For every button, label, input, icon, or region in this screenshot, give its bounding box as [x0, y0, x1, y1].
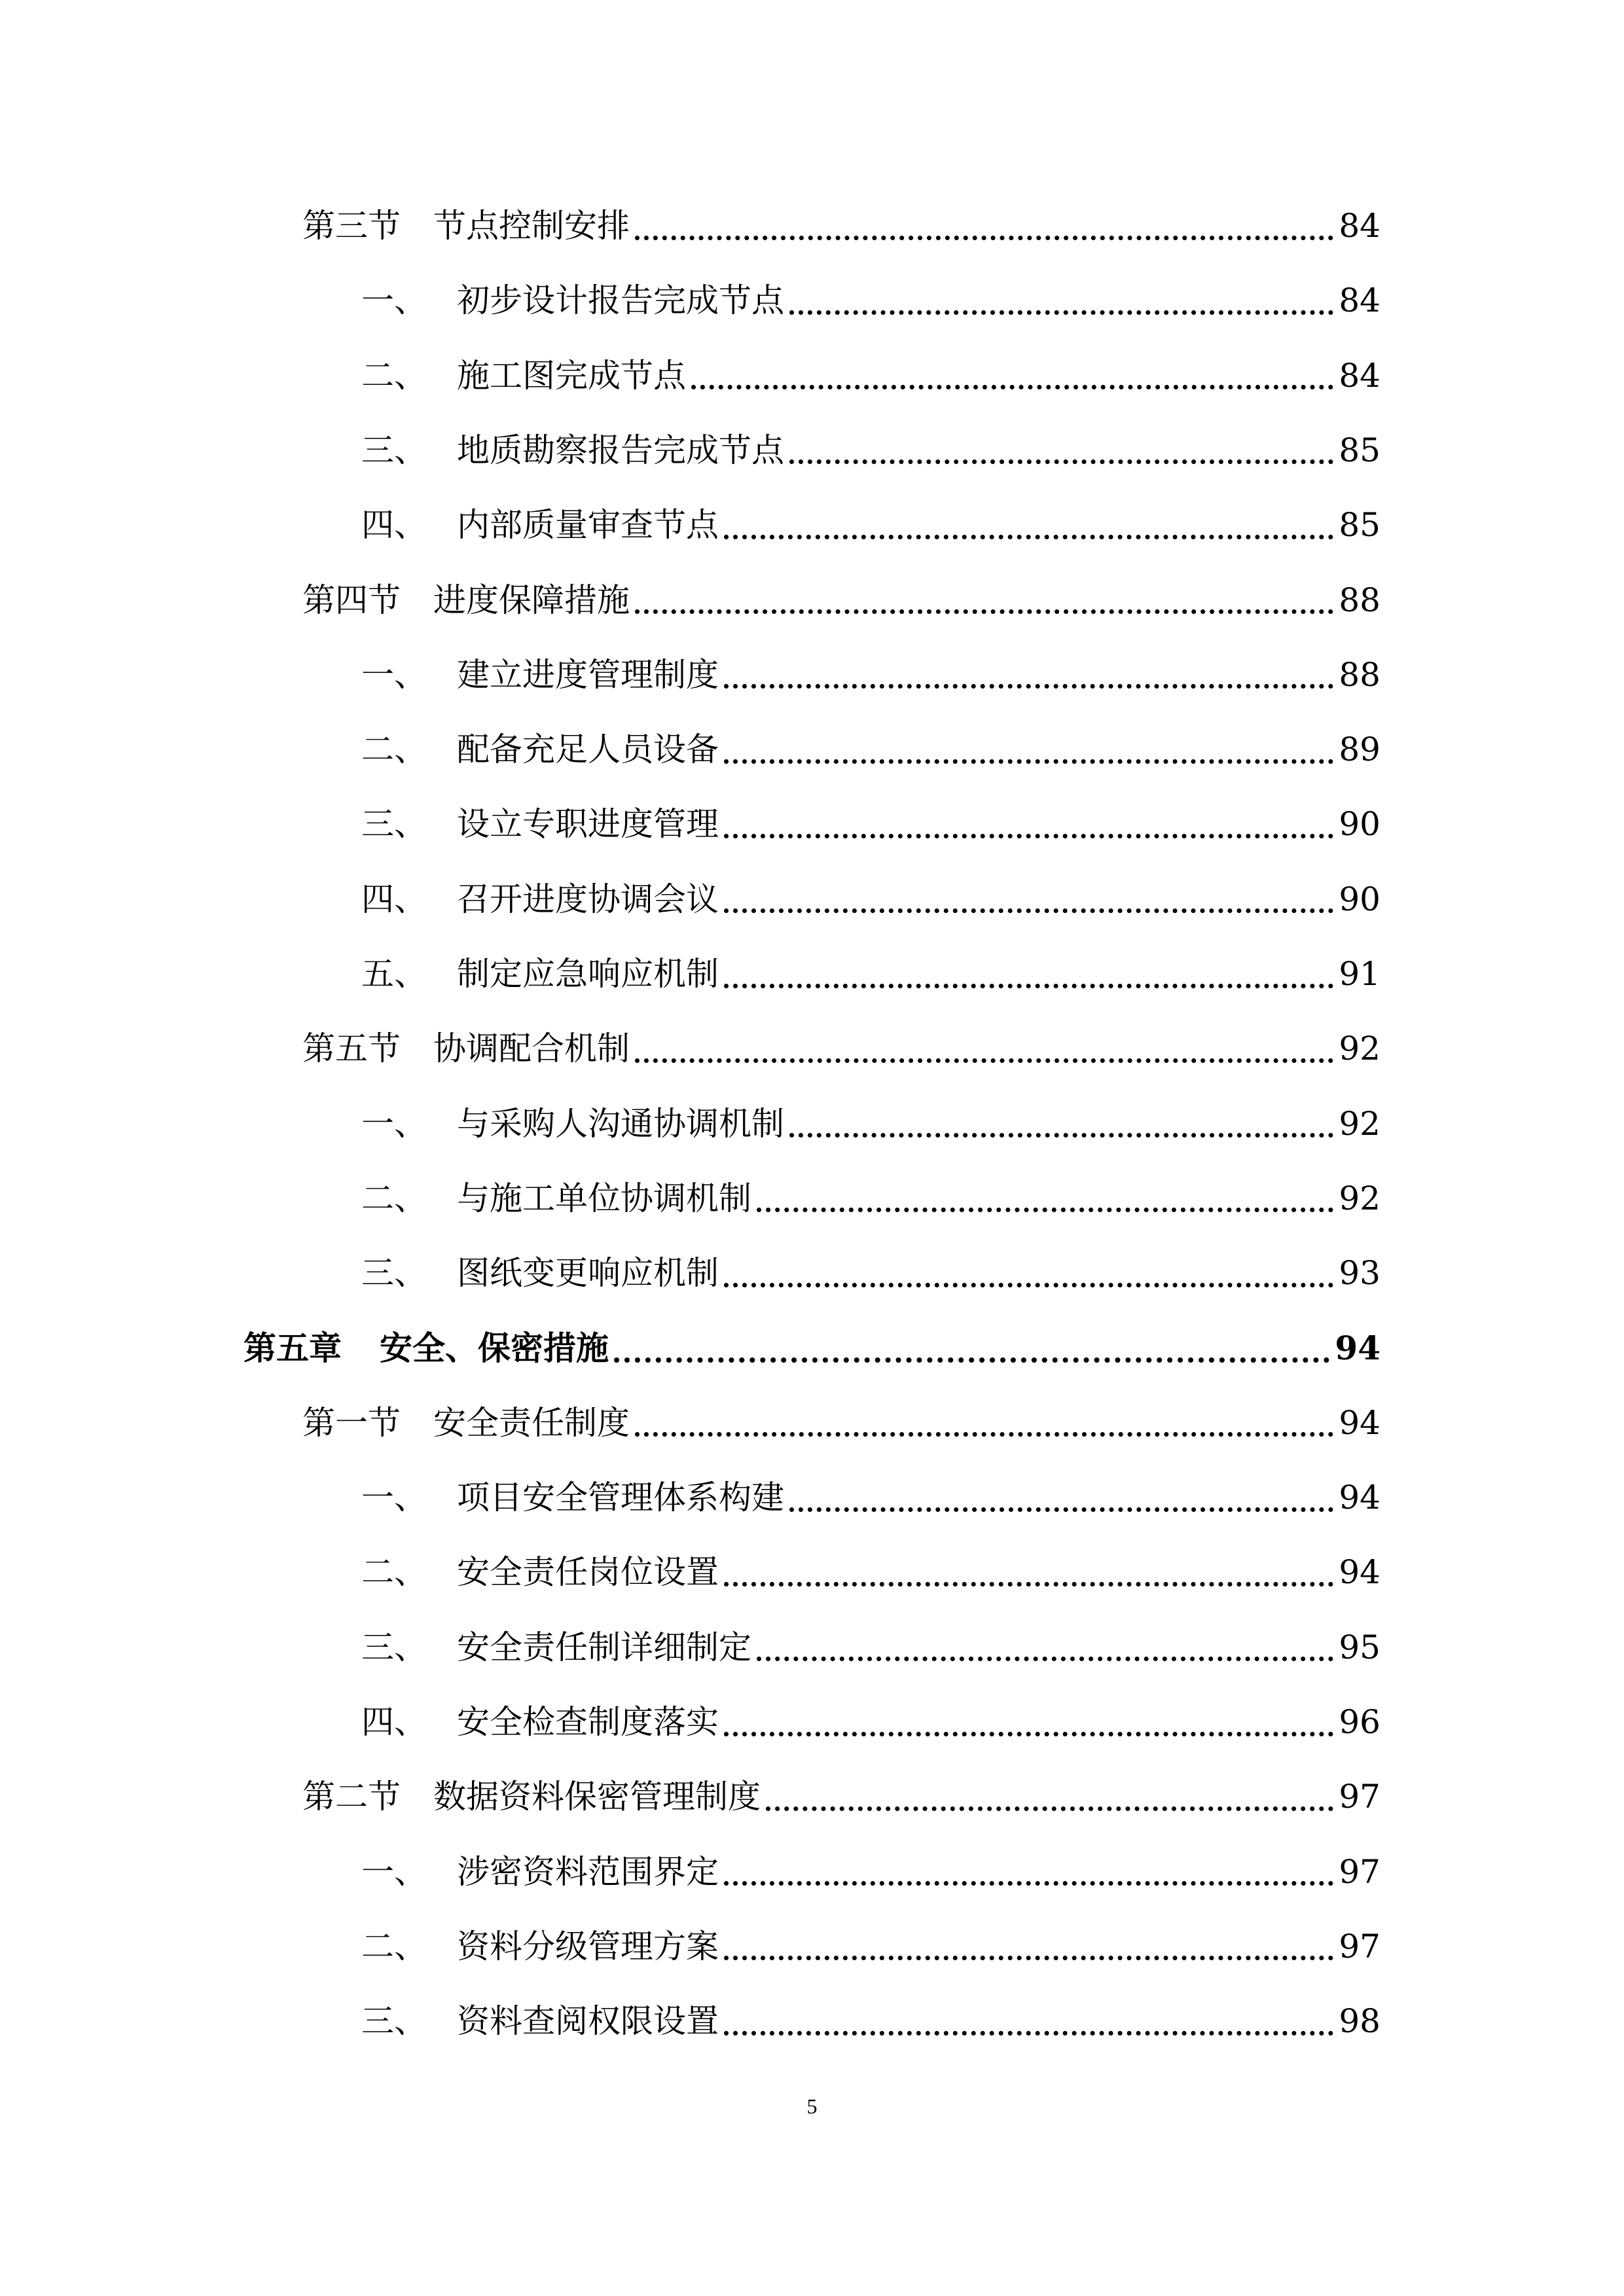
- toc-entry-page: 88: [1339, 655, 1380, 694]
- toc-entry-page: 97: [1339, 1852, 1380, 1891]
- toc-entry-title: 涉密资料范围界定: [457, 1852, 719, 1891]
- toc-entry-page: 92: [1339, 1179, 1380, 1217]
- toc-entry-item[interactable]: [361, 944, 1380, 1003]
- toc-entry-title: 地质勘察报告完成节点: [457, 431, 784, 469]
- toc-entry-item[interactable]: [361, 1169, 1380, 1228]
- toc-entry-number: 二、: [361, 1553, 427, 1592]
- toc-entry-title: 数据资料保密管理制度: [433, 1778, 761, 1816]
- toc-entry-number: 第三节: [302, 207, 401, 245]
- dot-leader: [789, 1507, 1333, 1512]
- dot-leader: [724, 1582, 1333, 1587]
- toc-entry-number: 三、: [361, 2002, 427, 2041]
- toc-entry-title: 初步设计报告完成节点: [457, 281, 784, 320]
- toc-entry-item[interactable]: [361, 645, 1380, 704]
- toc-entry-page: 93: [1339, 1254, 1380, 1293]
- toc-entry-number: 第四节: [302, 581, 401, 619]
- dot-leader: [724, 535, 1333, 539]
- toc-entry-title: 资料查阅权限设置: [457, 2002, 719, 2041]
- toc-entry-number: 四、: [361, 506, 427, 545]
- toc-entry-item[interactable]: [361, 1094, 1380, 1153]
- toc-entry-number: 五、: [361, 955, 427, 993]
- toc-entry-title: 制定应急响应机制: [457, 955, 719, 993]
- toc-entry-number: 一、: [361, 281, 427, 320]
- dot-leader: [724, 908, 1333, 913]
- toc-entry-page: 97: [1339, 1778, 1380, 1816]
- toc-entry-page: 84: [1339, 281, 1380, 320]
- toc-entry-number: 二、: [361, 1179, 427, 1217]
- toc-entry-section[interactable]: [302, 1019, 1380, 1078]
- toc-entry-number: 二、: [361, 1927, 427, 1965]
- toc-entry-title: 召开进度协调会议: [457, 880, 719, 918]
- toc-entry-title: 安全责任制详细制定: [457, 1628, 751, 1666]
- toc-entry-title: 进度保障措施: [433, 581, 630, 619]
- toc-entry-number: 四、: [361, 1703, 427, 1741]
- toc-entry-page: 88: [1339, 581, 1380, 619]
- toc-entry-title: 安全检查制度落实: [457, 1703, 719, 1741]
- toc-entry-page: 84: [1339, 356, 1380, 395]
- dot-leader: [724, 834, 1333, 838]
- toc-entry-page: 94: [1335, 1328, 1380, 1367]
- dot-leader: [635, 1058, 1333, 1063]
- toc-entry-item[interactable]: [361, 1693, 1380, 1751]
- dot-leader: [635, 1432, 1333, 1437]
- toc-entry-page: 92: [1339, 1104, 1380, 1143]
- toc-entry-item[interactable]: [361, 1244, 1380, 1302]
- toc-entry-title: 配备充足人员设备: [457, 730, 719, 769]
- toc-entry-page: 91: [1339, 955, 1380, 993]
- toc-entry-section[interactable]: [302, 1393, 1380, 1452]
- dot-leader: [724, 1732, 1333, 1736]
- toc-entry-page: 94: [1339, 1479, 1380, 1517]
- toc-entry-page: 97: [1339, 1927, 1380, 1965]
- toc-entry-section[interactable]: [302, 571, 1380, 630]
- dot-leader: [789, 459, 1333, 464]
- toc-entry-title: 施工图完成节点: [457, 356, 686, 395]
- toc-entry-number: 三、: [361, 431, 427, 469]
- toc-entry-title: 协调配合机制: [433, 1030, 630, 1068]
- toc-entry-number: 三、: [361, 1628, 427, 1666]
- toc-entry-page: 96: [1339, 1703, 1380, 1741]
- toc-entry-item[interactable]: [361, 1917, 1380, 1976]
- dot-leader: [789, 1133, 1333, 1138]
- toc-entry-page: 92: [1339, 1030, 1380, 1068]
- toc-entry-number: 二、: [361, 730, 427, 769]
- toc-entry-title: 图纸变更响应机制: [457, 1254, 719, 1293]
- dot-leader: [789, 310, 1333, 315]
- toc-entry-title: 建立进度管理制度: [457, 655, 719, 694]
- dot-leader: [724, 2031, 1333, 2036]
- toc-entry-number: 一、: [361, 1104, 427, 1143]
- toc-entry-title: 与施工单位协调机制: [457, 1179, 751, 1217]
- toc-entry-page: 85: [1339, 506, 1380, 545]
- toc-entry-number: 三、: [361, 1254, 427, 1293]
- toc-entry-item[interactable]: [361, 495, 1380, 554]
- toc-entry-number: 三、: [361, 805, 427, 844]
- page-number: 5: [806, 2094, 818, 2118]
- dot-leader: [724, 984, 1333, 988]
- toc-entry-item[interactable]: [361, 1618, 1380, 1677]
- dot-leader: [614, 1357, 1329, 1363]
- dot-leader: [724, 1956, 1333, 1960]
- toc-entry-number: 第五章: [244, 1328, 342, 1367]
- toc-entry-title: 项目安全管理体系构建: [457, 1479, 784, 1517]
- toc-entry-item[interactable]: [361, 1842, 1380, 1901]
- toc-entry-number: 四、: [361, 880, 427, 918]
- toc-entry-number: 一、: [361, 1479, 427, 1517]
- toc-entry-number: 二、: [361, 356, 427, 395]
- toc-entry-title: 节点控制安排: [433, 207, 630, 245]
- toc-entry-page: 89: [1339, 730, 1380, 769]
- toc-entry-number: 一、: [361, 655, 427, 694]
- toc-entry-title: 内部质量审查节点: [457, 506, 719, 545]
- toc-entry-item[interactable]: [361, 1468, 1380, 1527]
- toc-entry-item[interactable]: [361, 421, 1380, 480]
- dot-leader: [724, 684, 1333, 689]
- toc-entry-page: 85: [1339, 431, 1380, 469]
- toc-entry-number: 第五节: [302, 1030, 401, 1068]
- toc-entry-page: 90: [1339, 805, 1380, 844]
- toc-entry-page: 95: [1339, 1628, 1380, 1666]
- toc-entry-section[interactable]: [302, 196, 1380, 255]
- toc-entry-number: 第二节: [302, 1778, 401, 1816]
- dot-leader: [724, 1283, 1333, 1287]
- toc-entry-page: 94: [1339, 1553, 1380, 1592]
- toc-entry-item[interactable]: [361, 720, 1380, 779]
- dot-leader: [757, 1657, 1333, 1661]
- toc-entry-page: 98: [1339, 2002, 1380, 2041]
- dot-leader: [724, 1881, 1333, 1886]
- toc-entry-item[interactable]: [361, 1992, 1380, 2051]
- toc-entry-item[interactable]: [361, 271, 1380, 330]
- dot-leader: [635, 609, 1333, 614]
- toc-entry-item[interactable]: [361, 346, 1380, 405]
- toc-entry-section[interactable]: [302, 1767, 1380, 1826]
- dot-leader: [757, 1208, 1333, 1212]
- toc-entry-page: 94: [1339, 1403, 1380, 1442]
- toc-entry-number: 一、: [361, 1852, 427, 1891]
- dot-leader: [635, 236, 1333, 240]
- toc-entry-title: 安全责任制度: [433, 1403, 630, 1442]
- toc-entry-item[interactable]: [361, 795, 1380, 853]
- dot-leader: [766, 1806, 1333, 1811]
- dot-leader: [724, 759, 1333, 764]
- toc-entry-title: 安全责任岗位设置: [457, 1553, 719, 1592]
- toc-entry-page: 90: [1339, 880, 1380, 918]
- toc-entry-page: 84: [1339, 207, 1380, 245]
- toc-entry-item[interactable]: [361, 1543, 1380, 1602]
- toc-entry-chapter[interactable]: [244, 1319, 1380, 1378]
- toc-entry-item[interactable]: [361, 870, 1380, 929]
- toc-entry-title: 资料分级管理方案: [457, 1927, 719, 1965]
- toc-entry-title: 设立专职进度管理: [457, 805, 719, 844]
- toc-entry-number: 第一节: [302, 1403, 401, 1442]
- toc-entry-title: 安全、保密措施: [380, 1328, 609, 1367]
- dot-leader: [691, 385, 1333, 389]
- toc-entry-title: 与采购人沟通协调机制: [457, 1104, 784, 1143]
